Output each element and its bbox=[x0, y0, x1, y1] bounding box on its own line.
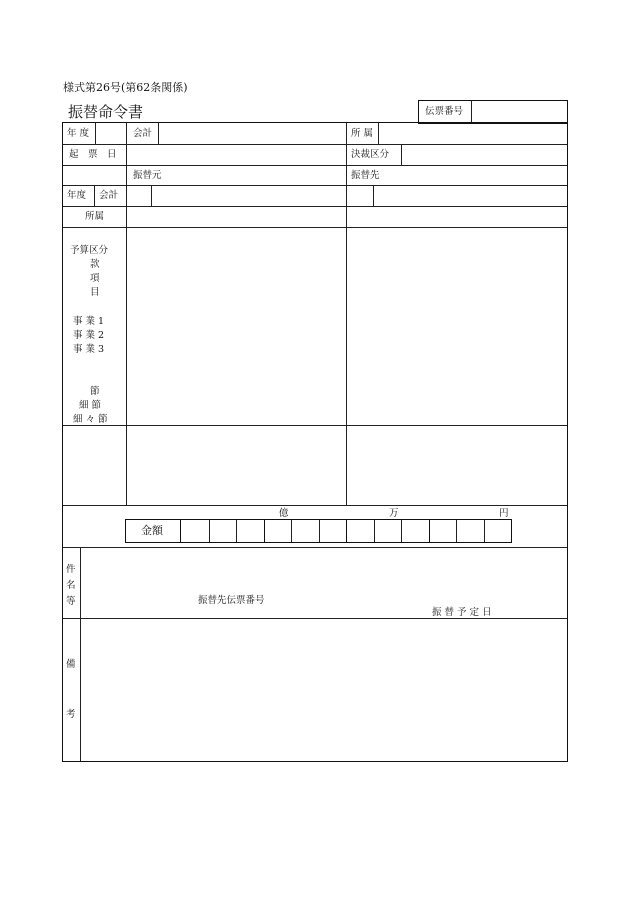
year-label: 年 度 bbox=[67, 128, 90, 139]
remarks-label-2: 考 bbox=[66, 709, 76, 720]
approval-class-field[interactable] bbox=[403, 146, 565, 163]
dest-year-field[interactable] bbox=[348, 187, 371, 204]
amount-digit-cell[interactable] bbox=[401, 520, 429, 542]
slip-number-field[interactable] bbox=[474, 102, 566, 122]
transfer-destination-label: 振替先 bbox=[351, 170, 380, 181]
department-label: 所 属 bbox=[351, 128, 374, 139]
subject-label-2: 名 bbox=[66, 580, 76, 591]
remarks-label-1: 備 bbox=[66, 659, 76, 670]
subject-label-1: 件 bbox=[66, 564, 76, 575]
saisaisetsu-label: 細 々 節 bbox=[73, 414, 108, 425]
dest-budget-field[interactable] bbox=[348, 229, 565, 423]
source-accounting-label: 会計 bbox=[99, 190, 119, 201]
dest-extra-field[interactable] bbox=[348, 427, 565, 503]
source-department-label: 所属 bbox=[85, 211, 105, 222]
oku-unit-label: 億 bbox=[279, 508, 289, 519]
amount-digit-cell[interactable] bbox=[236, 520, 264, 542]
approval-class-label: 決裁区分 bbox=[351, 149, 390, 160]
year-field[interactable] bbox=[97, 125, 124, 142]
project2-label: 事 業 2 bbox=[73, 330, 105, 341]
amount-digit-cell[interactable] bbox=[346, 520, 374, 542]
man-unit-label: 万 bbox=[389, 508, 399, 519]
amount-digit-cell[interactable] bbox=[209, 520, 237, 542]
source-extra-field[interactable] bbox=[128, 427, 344, 503]
moku-label: 目 bbox=[90, 287, 100, 298]
form-title: 振替命令書 bbox=[68, 103, 144, 121]
amount-digit-cell[interactable] bbox=[181, 520, 209, 542]
saisetsu-label: 細 節 bbox=[79, 400, 102, 411]
source-budget-field[interactable] bbox=[128, 229, 344, 423]
form-number-note: 様式第26号(第62条関係) bbox=[63, 81, 188, 94]
amount-digit-cell[interactable] bbox=[291, 520, 319, 542]
source-year-label: 年度 bbox=[67, 190, 87, 201]
amount-digit-cell[interactable] bbox=[429, 520, 457, 542]
department-field[interactable] bbox=[380, 125, 565, 142]
dest-slip-number-label: 振替先伝票番号 bbox=[198, 595, 265, 606]
source-accounting-field[interactable] bbox=[153, 187, 344, 204]
amount-digit-cell[interactable] bbox=[484, 520, 512, 542]
source-department-field[interactable] bbox=[128, 208, 344, 225]
project1-label: 事 業 1 bbox=[73, 316, 105, 327]
setsu-label: 節 bbox=[90, 386, 100, 397]
dest-accounting-field[interactable] bbox=[375, 187, 565, 204]
amount-digit-cell[interactable] bbox=[374, 520, 402, 542]
accounting-label: 会計 bbox=[133, 128, 153, 139]
issue-date-label: 起 票 日 bbox=[69, 149, 117, 160]
slip-number-label: 伝票番号 bbox=[425, 106, 464, 117]
project3-label: 事 業 3 bbox=[73, 344, 105, 355]
yen-unit-label: 円 bbox=[499, 508, 509, 519]
transfer-source-label: 振替元 bbox=[133, 170, 162, 181]
issue-date-field[interactable] bbox=[128, 146, 344, 163]
subject-field[interactable] bbox=[82, 549, 565, 616]
kou-label: 項 bbox=[90, 273, 100, 284]
remarks-field[interactable] bbox=[82, 620, 565, 760]
amount-digit-cell[interactable] bbox=[456, 520, 484, 542]
amount-label: 金額 bbox=[141, 524, 163, 537]
kan-label: 款 bbox=[90, 259, 100, 270]
accounting-field[interactable] bbox=[160, 125, 344, 142]
scheduled-date-label: 振 替 予 定 日 bbox=[432, 607, 492, 618]
subject-label-3: 等 bbox=[66, 596, 76, 607]
budget-category-label: 予算区分 bbox=[70, 245, 109, 256]
dest-department-field[interactable] bbox=[348, 208, 565, 225]
amount-digit-cell[interactable] bbox=[319, 520, 347, 542]
amount-digit-cell[interactable] bbox=[264, 520, 292, 542]
source-year-field[interactable] bbox=[128, 187, 149, 204]
